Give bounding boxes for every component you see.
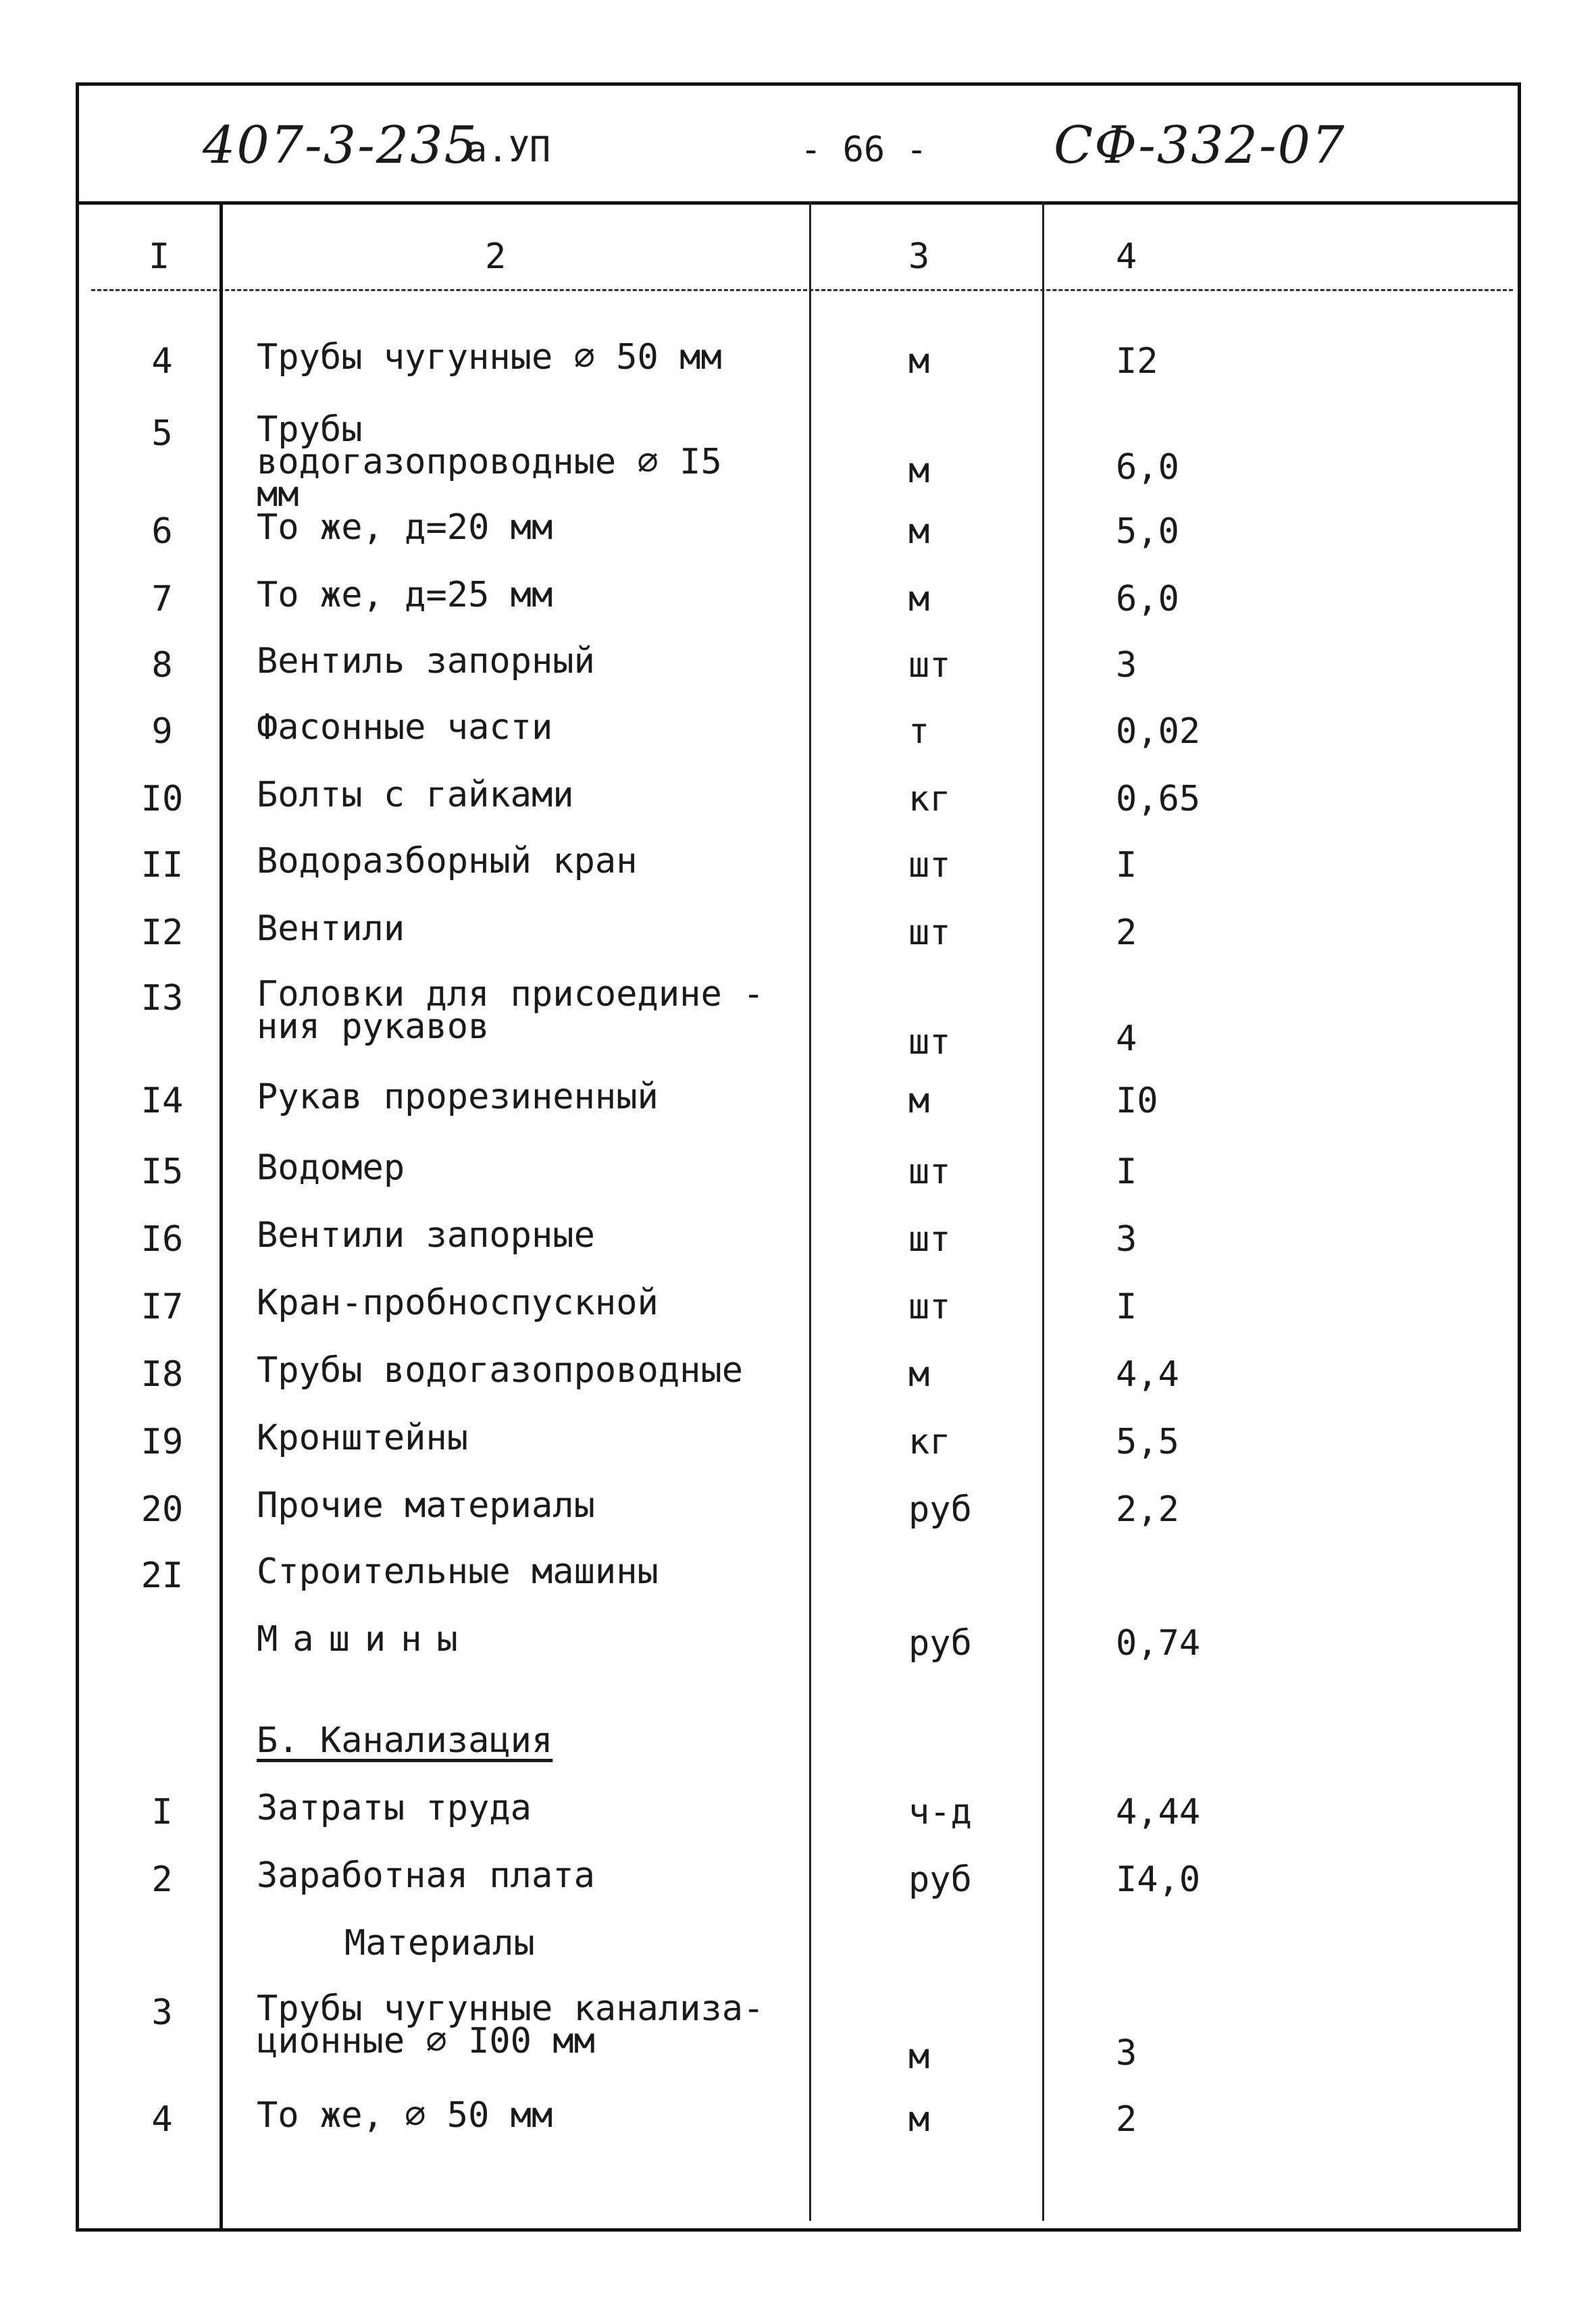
item-unit: шт — [908, 645, 951, 686]
item-unit: кг — [908, 779, 951, 819]
item-unit: руб — [908, 1859, 972, 1900]
item-unit: руб — [908, 1623, 972, 1664]
item-quantity: I4,0 — [1116, 1859, 1201, 1900]
item-quantity: 2,2 — [1116, 1489, 1179, 1530]
item-name: Кронштейны — [257, 1418, 469, 1458]
item-name: Затраты труда — [257, 1788, 532, 1828]
item-quantity: 2 — [1116, 2099, 1137, 2140]
item-unit: ч-д — [908, 1792, 972, 1832]
row-number: I2 — [140, 912, 184, 953]
column-number-1: I — [149, 236, 170, 277]
item-unit: шт — [908, 845, 951, 885]
item-quantity: 5,0 — [1116, 511, 1179, 552]
item-name: Водоразборный кран — [257, 841, 638, 881]
column-number-4: 4 — [1116, 236, 1137, 277]
item-name: Болты с гайками — [257, 775, 574, 815]
item-quantity: 0,65 — [1116, 779, 1201, 819]
row-number: 3 — [151, 1992, 173, 2033]
item-name: Трубы чугунные канализа- ционные ⌀ I00 мм — [257, 1988, 765, 2061]
item-quantity: I — [1116, 1287, 1137, 1327]
item-unit: шт — [908, 912, 951, 953]
item-unit: шт — [908, 1287, 951, 1327]
row-number: I — [151, 1792, 173, 1832]
item-unit: м — [908, 451, 930, 491]
row-number: I8 — [140, 1354, 184, 1395]
item-quantity: 2 — [1116, 912, 1137, 953]
item-unit: шт — [908, 1152, 951, 1192]
item-name: Вентиль запорный — [257, 641, 595, 682]
item-quantity: 3 — [1116, 645, 1137, 686]
item-quantity: 6,0 — [1116, 579, 1179, 619]
column-divider-2 — [809, 201, 811, 2221]
item-unit: м — [908, 2099, 930, 2140]
section-heading: Б. Канализация — [257, 1720, 553, 1761]
sheet-code: СФ-332-07 — [1054, 115, 1346, 175]
item-quantity: 5,5 — [1116, 1422, 1179, 1462]
column-divider-3 — [1042, 201, 1044, 2221]
item-name: То же, ⌀ 50 мм — [257, 2095, 553, 2136]
item-name: Трубы водогазопроводные ⌀ I5 мм — [257, 409, 722, 515]
item-name: Рукав прорезиненный — [257, 1077, 659, 1117]
item-name: То же, д=25 мм — [257, 575, 553, 615]
item-quantity: 3 — [1116, 2033, 1137, 2074]
item-quantity: 4,4 — [1116, 1354, 1179, 1395]
item-quantity: I0 — [1116, 1081, 1158, 1121]
item-name: Трубы водогазопроводные — [257, 1350, 744, 1391]
item-unit: руб — [908, 1489, 972, 1530]
row-number: II — [140, 845, 184, 885]
row-number: 6 — [151, 511, 173, 552]
column-header-divider — [91, 289, 1513, 291]
row-number: 4 — [151, 2099, 173, 2140]
column-divider-1 — [220, 201, 223, 2232]
row-number: 5 — [151, 413, 173, 454]
item-name: Трубы чугунные ⌀ 50 мм — [257, 337, 722, 378]
item-unit: м — [908, 511, 930, 552]
item-name: Строительные машины — [257, 1551, 659, 1592]
item-unit: шт — [908, 1219, 951, 1260]
row-number: 2 — [151, 1859, 173, 1900]
doc-code: 407-3-235 — [203, 115, 478, 175]
item-name: Вентили — [257, 908, 405, 949]
row-number: I6 — [140, 1219, 184, 1260]
row-number: 2I — [140, 1555, 184, 1596]
item-quantity: I — [1116, 1152, 1137, 1192]
row-number: I9 — [140, 1422, 184, 1462]
item-name: Головки для присоедине - ния рукавов — [257, 974, 765, 1047]
item-quantity: 4,44 — [1116, 1792, 1201, 1832]
column-number-3: 3 — [908, 236, 930, 277]
row-number: 9 — [151, 711, 173, 752]
row-number: I7 — [140, 1287, 184, 1327]
item-unit: м — [908, 1354, 930, 1395]
item-quantity: I2 — [1116, 341, 1158, 382]
item-unit: м — [908, 579, 930, 619]
page-number: - 66 - — [800, 130, 927, 170]
column-number-2: 2 — [485, 236, 507, 277]
item-unit: м — [908, 341, 930, 382]
item-unit: м — [908, 2036, 930, 2077]
item-unit: т — [908, 711, 930, 752]
item-quantity: I — [1116, 845, 1137, 885]
item-quantity: 0,74 — [1116, 1623, 1201, 1664]
materials-subheading: Материалы — [344, 1923, 535, 1963]
item-name: Заработная плата — [257, 1855, 595, 1896]
item-name: Кран-пробноспускной — [257, 1283, 659, 1323]
item-quantity: 4 — [1116, 1019, 1137, 1059]
item-quantity: 3 — [1116, 1219, 1137, 1260]
row-number: 8 — [151, 645, 173, 686]
item-name: Водомер — [257, 1148, 405, 1188]
item-name: Фасонные части — [257, 707, 553, 748]
row-number: 4 — [151, 341, 173, 382]
item-name: То же, д=20 мм — [257, 507, 553, 548]
item-quantity: 0,02 — [1116, 711, 1201, 752]
item-name: Прочие материалы — [257, 1485, 595, 1526]
header-divider — [76, 201, 1521, 205]
sheet-label: а.УП — [466, 130, 551, 170]
row-number: I5 — [140, 1152, 184, 1192]
item-name: Вентили запорные — [257, 1215, 595, 1256]
row-number: I0 — [140, 779, 184, 819]
item-name: Машины — [257, 1619, 473, 1660]
item-quantity: 6,0 — [1116, 447, 1179, 488]
item-unit: шт — [908, 1022, 951, 1062]
item-unit: кг — [908, 1422, 951, 1462]
row-number: 7 — [151, 579, 173, 619]
row-number: I4 — [140, 1081, 184, 1121]
row-number: 20 — [140, 1489, 184, 1530]
item-unit: м — [908, 1081, 930, 1121]
row-number: I3 — [140, 978, 184, 1019]
